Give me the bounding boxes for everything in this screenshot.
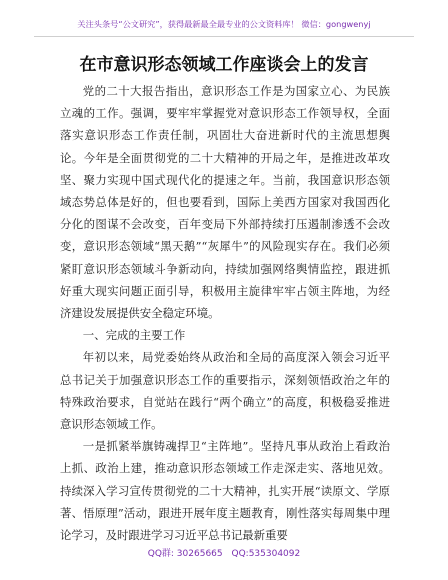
- footer-contact: [0, 546, 448, 559]
- footer-qq-group: QQ群: 30265665: [147, 549, 223, 559]
- section-heading: 一、完成的主要工作: [82, 328, 186, 343]
- header-banner: 关注头条号“公文研究”，获得最新最全最专业的公文资料库！ 微信：gongwenyj: [77, 19, 371, 29]
- footer-qq: QQ:535304092: [231, 549, 301, 559]
- header-divider: [34, 36, 414, 37]
- page-title: 在市意识形态领域工作座谈会上的发言: [79, 55, 369, 75]
- document-body: [60, 80, 390, 546]
- paragraph-point-one: 一是抓紧举旗铸魂捍卫“主阵地”。坚持凡事从政治上看政治上抓、政治上建，推动意识形态领域工作走深走实、落地见效。持续深入学习宣传贯彻党的二十大精神，扎实开展“读原文、学原著、悟原理”活动，跟进开展年度主题教育，刚性落实每周集中理论学习，及时跟进学习习近平总书记最新重要: [60, 439, 390, 543]
- paragraph-overview: 年初以来，局党委始终从政治和全局的高度深入领会习近平总书记关于加强意识形态工作的重要指示，深刻领悟政治之年的特殊政治要求，自觉站在践行“两个确立”的高度，积极稳妥推进意识形态领域工作。: [60, 350, 390, 432]
- paragraph-intro: 党的二十大报告指出，意识形态工作是为国家立心、为民族立魂的工作。强调，要牢牢掌握党对意识形态工作领导权，全面落实意识形态工作责任制，巩固壮大奋进新时代的主流思想舆论。今年是全面贯彻党的二十大精神的开局之年，是推进改革攻坚、聚力实现中国式现代化的提速之年。当前，我国意识形态领域态势总体是好的，但也要看到，国际上美西方国家对我国西化分化的图谋不会改变，百年变局下外部持续打压遏制渗透不会改变，意识形态领域“黑天鹅”“灰犀牛”的风险现实存在。我们必须紧盯意识形态领域斗争新动向，持续加强网络舆情监控，跟进抓好重大现实问题正面引导，积极用主旋律牢牢占领主阵地，为经济建设发展提供安全稳定环境。: [60, 84, 390, 321]
